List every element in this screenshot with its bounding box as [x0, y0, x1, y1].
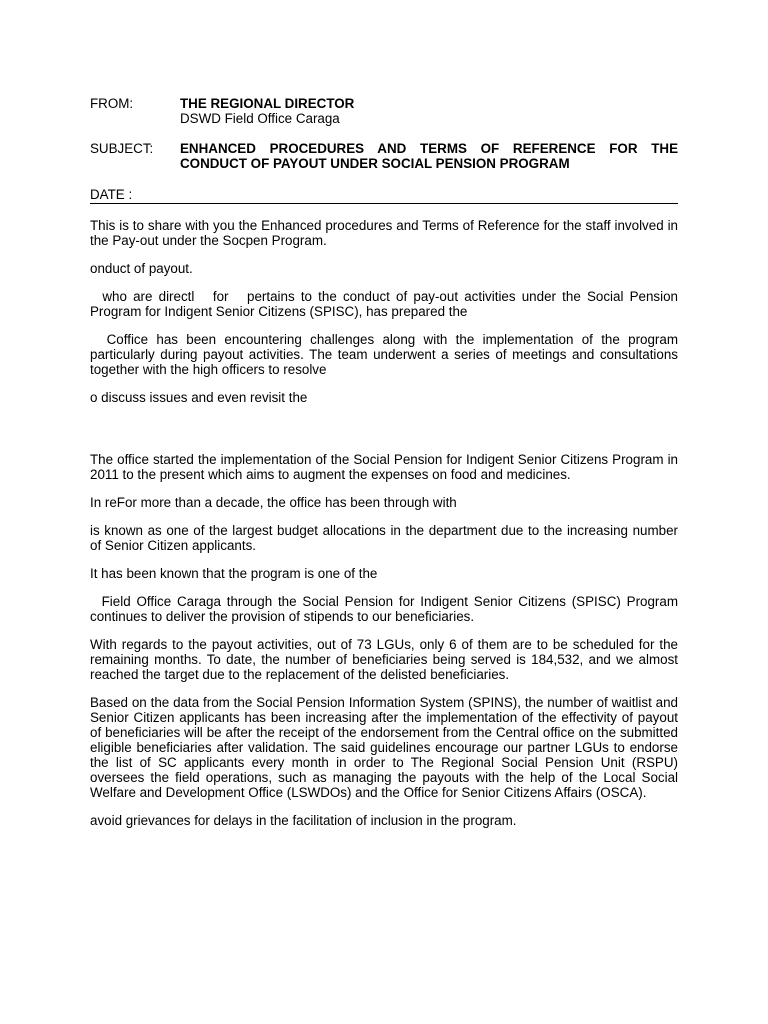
paragraph-budget: is known as one of the largest budget allocations in the department due to the increasing number of Senior Citizen applicants. — [90, 523, 678, 553]
paragraph-discuss: o discuss issues and even revisit the — [90, 390, 308, 405]
paragraph-payout: With regards to the payout activities, out of 73 LGUs, only 6 of them are to be scheduled for the remaining months. To date, the number of beneficiaries being served is 184,532, and we almost reached the target due to the replacement of the delisted beneficiaries. — [90, 637, 678, 682]
subject-text: ENHANCED PROCEDURES AND TERMS OF REFERENCE FOR THE CONDUCT OF PAYOUT UNDER SOCIAL PENSION PROGRAM — [180, 141, 678, 171]
paragraph-decade: In reFor more than a decade, the office has been through with — [90, 495, 457, 510]
date-row — [90, 187, 678, 204]
from-row — [90, 96, 678, 126]
paragraph-conduct: onduct of payout. — [90, 261, 193, 276]
subject-row — [90, 141, 678, 171]
date-label: DATE : — [90, 187, 133, 202]
paragraph-challenges: Coffice has been encountering challenges along with the implementation of the program particularly during payout activities. The team underwent a series of meetings and consultations together with the high officers to resolve — [90, 332, 682, 377]
paragraph-stipends: Field Office Caraga through the Social Pension for Indigent Senior Citizens (SPISC) Program continues to deliver the provision of stipends to our beneficiaries. — [90, 594, 682, 624]
paragraph-intro: This is to share with you the Enhanced procedures and Terms of Reference for the staff involved in the Pay-out under the Socpen Program. — [90, 218, 678, 248]
from-name: THE REGIONAL DIRECTOR — [180, 96, 355, 111]
paragraph-spins: Based on the data from the Social Pension Information System (SPINS), the number of waitlist and Senior Citizen applicants has been increasing after the implementation of the effectivity of payout of beneficiaries will be after the receipt of the endorsement from the Central office on the submitted eligible beneficiaries after validation. The said guidelines encourage our partner LGUs to endorse the list of SC applicants every month in order to The Regional Social Pension Unit (RSPU) oversees the field operations, such as managing the payouts with the help of the Local Social Welfare and Development Office (LSWDOs) and the Office for Senior Citizens Affairs (OSCA). — [90, 695, 678, 800]
subject-label: SUBJECT: — [90, 141, 154, 156]
from-label: FROM: — [90, 96, 134, 111]
paragraph-grievances: avoid grievances for delays in the facilitation of inclusion in the program. — [90, 813, 517, 828]
paragraph-pertains: who are directl for pertains to the conduct of pay-out activities under the Social Pension Program for Indigent Senior Citizens (SPISC), has prepared the — [90, 289, 682, 319]
paragraph-implementation: The office started the implementation of the Social Pension for Indigent Senior Citizens Program in 2011 to the present which aims to augment the expenses on food and medicines. — [90, 452, 678, 482]
paragraph-known: It has been known that the program is one of the — [90, 566, 378, 581]
memo-page — [90, 96, 682, 828]
from-office: DSWD Field Office Caraga — [180, 111, 340, 126]
from-value — [180, 96, 678, 126]
